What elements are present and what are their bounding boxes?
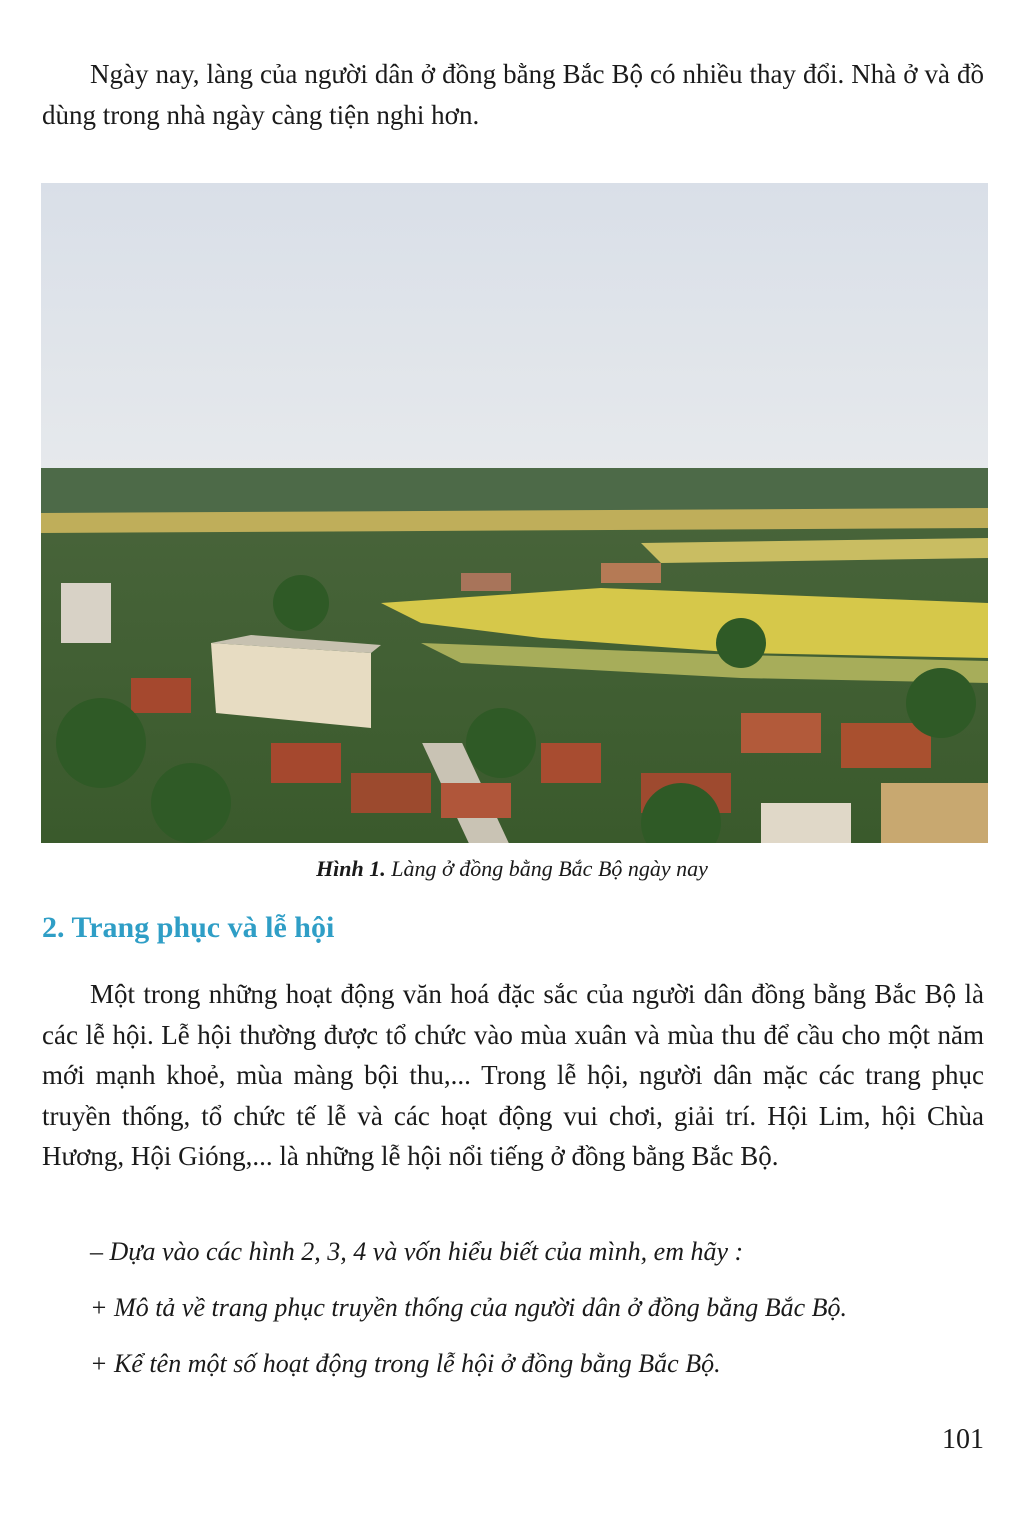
section-body: Một trong những hoạt động văn hoá đặc sắc của người dân đồng bằng Bắc Bộ là các lễ hội. Lễ hội thường được tổ chức vào mùa xuân và mùa thu để cầu cho một năm mới mạnh khoẻ, mùa màng bội thu,... Trong lễ hội, người dân mặc các trang phục truyền thống, tổ chức tế lễ và các hoạt động vui chơi, giải trí. Hội Lim, hội Chùa Hương, Hội Gióng,... là những lễ hội nổi tiếng ở đồng bằng Bắc Bộ. xyxy=(42,979,984,1171)
section-heading: 2. Trang phục và lễ hội xyxy=(42,911,335,944)
village-photo xyxy=(41,183,988,843)
figure-caption-text: Làng ở đồng bằng Bắc Bộ ngày nay xyxy=(391,856,708,881)
task-instruction: – Dựa vào các hình 2, 3, 4 và vốn hiểu biết của mình, em hãy : xyxy=(90,1237,744,1266)
sky xyxy=(41,183,988,473)
task-item-1: + Mô tả về trang phục truyền thống của người dân ở đồng bằng Bắc Bộ. xyxy=(90,1293,848,1322)
intro-paragraph: Ngày nay, làng của người dân ở đồng bằng Bắc Bộ có nhiều thay đổi. Nhà ở và đồ dùng trong nhà ngày càng tiện nghi hơn. xyxy=(42,59,984,130)
page-number: 101 xyxy=(942,1424,984,1455)
figure-caption xyxy=(0,856,1024,882)
task-item-2: + Kể tên một số hoạt động trong lễ hội ở đồng bằng Bắc Bộ. xyxy=(90,1349,721,1378)
figure-label: Hình 1. xyxy=(316,856,386,881)
